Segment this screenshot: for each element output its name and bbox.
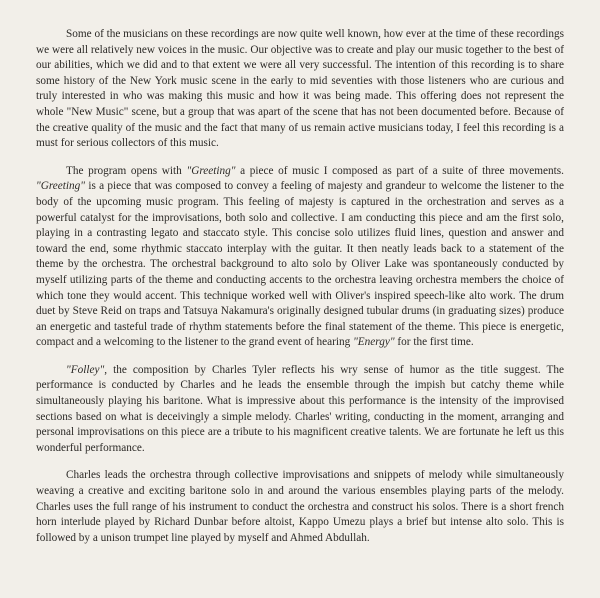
paragraph-intro — [36, 27, 564, 152]
paragraph-text: for the first time. — [394, 336, 474, 349]
paragraph-text: Charles leads the orchestra through collective improvisations and snippets of melody while simultaneously weaving a creative and exciting baritone solo in and around the various ensembles playing parts of the melody. Charles uses the full range of his instrument to conduct the orchestra and construct his solos. There is a short french horn interlude played by Richard Dunbar before altoist, Kappo Umezu plays a brief but intense alto solo. This is followed by a unison trumpet line played by myself and Ahmed Abdullah. — [36, 469, 564, 544]
paragraph-charles — [36, 468, 564, 546]
paragraph-text: is a piece that was composed to convey a feeling of majesty and grandeur to welcome the listener to the body of the upcoming music program. This feeling of majesty is captured in the orchestration and serves as a powerful catalyst for the improvisations, both solo and collective. I am conducting this piece and am the first solo, playing in a contrasting legato and staccato style. This concise solo utilizes fluid lines, question and answer and toward the end, some rhythmic staccato interplay with the guitar. It then neatly leads back to a statement of the theme by the orchestra. The orchestral background to alto solo by Oliver Lake was spontaneously conducted by myself utilizing parts of the theme and conducting accents to the orchestra leaving orchestra members the choice of which tone they would accent. This technique worked well with Oliver's inspired speech-like alto work. The drum duet by Steve Reid on traps and Tatsuya Nakamura's originally designed tubular drums (in graduating sizes) produce an energetic and tasteful trade of rhythm statements before the final statement of the theme. This piece is energetic, compact and a welcoming to the listener to the grand event of hearing — [36, 180, 564, 349]
paragraph-text: , the composition by Charles Tyler reflects his wry sense of humor as the title suggest. The performance is conducted by Charles and he leads the ensemble through the impish but catchy theme while simultaneously playing his baritone. What is impressive about this performance is the intensity of the improvised sections based on what is deceivingly a simple melody. Charles' writing, conducting in the moment, arranging and personal improvisations on this piece are a tribute to his magnificent creative talents. We are fortunate he left us this wonderful performance. — [36, 363, 564, 454]
piece-title: "Energy" — [353, 336, 395, 349]
piece-title: "Greeting" — [36, 180, 86, 193]
piece-title: "Greeting" — [186, 164, 236, 177]
paragraph-text: Some of the musicians on these recordings are now quite well known, how ever at the time of these recordings we were all relatively new voices in the music. Our objective was to create and play our music together to the best of our abilities, which we did and to that extent we were all very successful. The intention of this recording is to share some history of the New York music scene in the early to mid seventies with those listeners who are curious and truly interested in who was making this music and how it was being made. This offering does not represent the whole "New Music" scene, but a group that was apart of the scene that has not been documented before. Because of the creative quality of the music and the fact that many of us remain active musicians today, I feel this recording is a must for serious collectors of this music. — [36, 28, 564, 150]
piece-title: "Folley" — [66, 363, 105, 376]
liner-notes-text — [36, 27, 564, 546]
paragraph-folley — [36, 363, 564, 457]
paragraph-greeting — [36, 164, 564, 351]
paragraph-text: The program opens with — [66, 164, 187, 177]
paragraph-text: a piece of music I composed as part of a suite of three movements. — [235, 164, 564, 177]
